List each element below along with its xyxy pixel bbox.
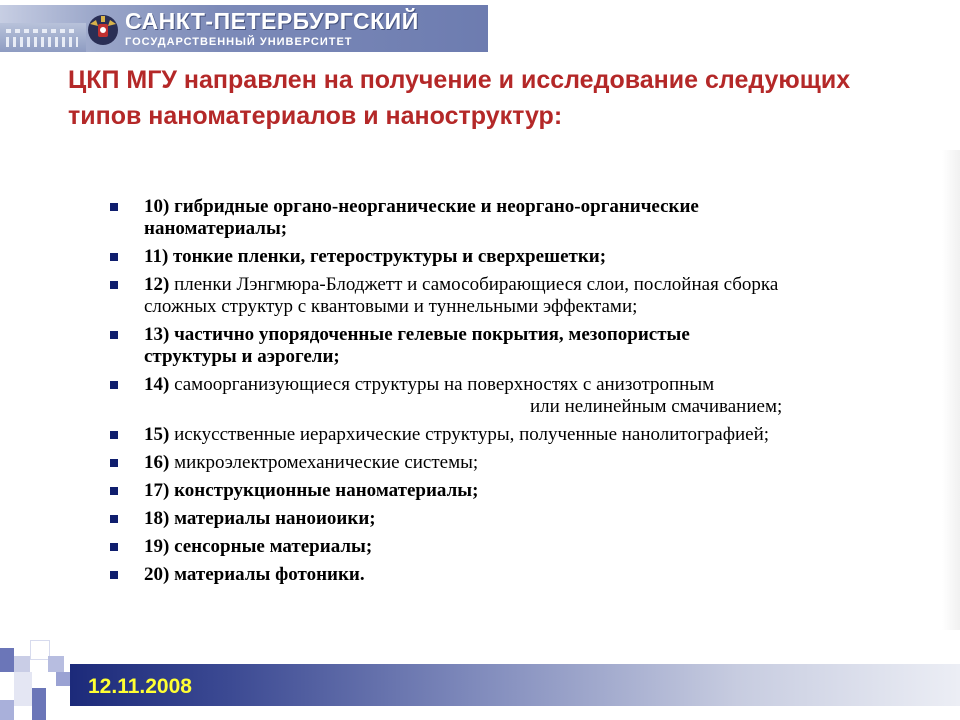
materials-list <box>108 196 948 592</box>
item-text: пленки Лэнгмюра-Блоджетт и самособирающиеся слои, послойная сборка <box>174 274 779 295</box>
decor-square <box>0 700 14 720</box>
item-text-continuation: структуры и аэрогели; <box>144 346 340 367</box>
bullet-icon <box>110 331 118 339</box>
list-item <box>108 508 948 530</box>
item-text: частично упорядоченные гелевые покрытия, мезопористые <box>174 324 690 345</box>
decor-square <box>14 672 32 706</box>
slide-title: ЦКП МГУ направлен на получение и исследование следующих типов наноматериалов и наноструктур: <box>68 66 851 130</box>
item-text: материалы фотоники. <box>174 564 365 585</box>
list-item <box>108 374 948 418</box>
university-name-line1: САНКТ-ПЕТЕРБУРГСКИЙ <box>125 8 419 34</box>
list-item <box>108 480 948 502</box>
bullet-icon <box>110 459 118 467</box>
decor-square <box>48 656 64 672</box>
item-number: 12) <box>144 274 170 295</box>
footer-date: 12.11.2008 <box>88 675 192 698</box>
list-item <box>108 324 948 368</box>
item-number: 19) <box>144 536 170 557</box>
item-text: гибридные органо-неорганические и неоргано-органические <box>174 196 699 217</box>
item-text: сенсорные материалы; <box>174 536 373 557</box>
list-item <box>108 246 948 268</box>
item-number: 10) <box>144 196 170 217</box>
item-text: материалы наноиоики; <box>174 508 376 529</box>
item-text-continuation: сложных структур с квантовыми и туннельными эффектами; <box>144 296 638 317</box>
decor-square <box>0 648 14 672</box>
bullet-icon <box>110 203 118 211</box>
university-name-line2: ГОСУДАРСТВЕННЫЙ УНИВЕРСИТЕТ <box>125 36 353 48</box>
bullet-icon <box>110 571 118 579</box>
bullet-icon <box>110 487 118 495</box>
decor-square <box>32 688 46 720</box>
item-text: искусственные иерархические структуры, полученные нанолитографией; <box>174 424 770 445</box>
item-text: микроэлектромеханические системы; <box>174 452 479 473</box>
item-number: 18) <box>144 508 170 529</box>
item-number: 17) <box>144 480 170 501</box>
item-number: 20) <box>144 564 170 585</box>
item-text-continuation: или нелинейным смачиванием; <box>530 396 783 417</box>
item-text: конструкционные наноматериалы; <box>174 480 479 501</box>
item-number: 11) <box>144 246 169 267</box>
decor-square <box>14 656 30 672</box>
bullet-icon <box>110 253 118 261</box>
list-item <box>108 274 948 318</box>
university-emblem-icon <box>84 10 122 48</box>
item-text: самоорганизующиеся структуры на поверхностях с анизотропным <box>174 374 715 395</box>
list-item <box>108 452 948 474</box>
bullet-icon <box>110 281 118 289</box>
item-number: 14) <box>144 374 170 395</box>
bullet-icon <box>110 543 118 551</box>
list-item <box>108 424 948 446</box>
item-text: тонкие пленки, гетероструктуры и сверхрешетки; <box>173 246 607 267</box>
decor-square <box>56 672 70 686</box>
university-banner <box>0 5 488 52</box>
list-item <box>108 196 948 240</box>
bullet-icon <box>110 431 118 439</box>
item-number: 13) <box>144 324 170 345</box>
list-item <box>108 536 948 558</box>
list-item <box>108 564 948 586</box>
item-number: 16) <box>144 452 170 473</box>
item-number: 15) <box>144 424 170 445</box>
item-text-continuation: наноматериалы; <box>144 218 288 239</box>
decor-square <box>30 640 50 660</box>
footer-bar <box>70 664 960 706</box>
building-image <box>0 23 86 52</box>
bullet-icon <box>110 381 118 389</box>
bullet-icon <box>110 515 118 523</box>
